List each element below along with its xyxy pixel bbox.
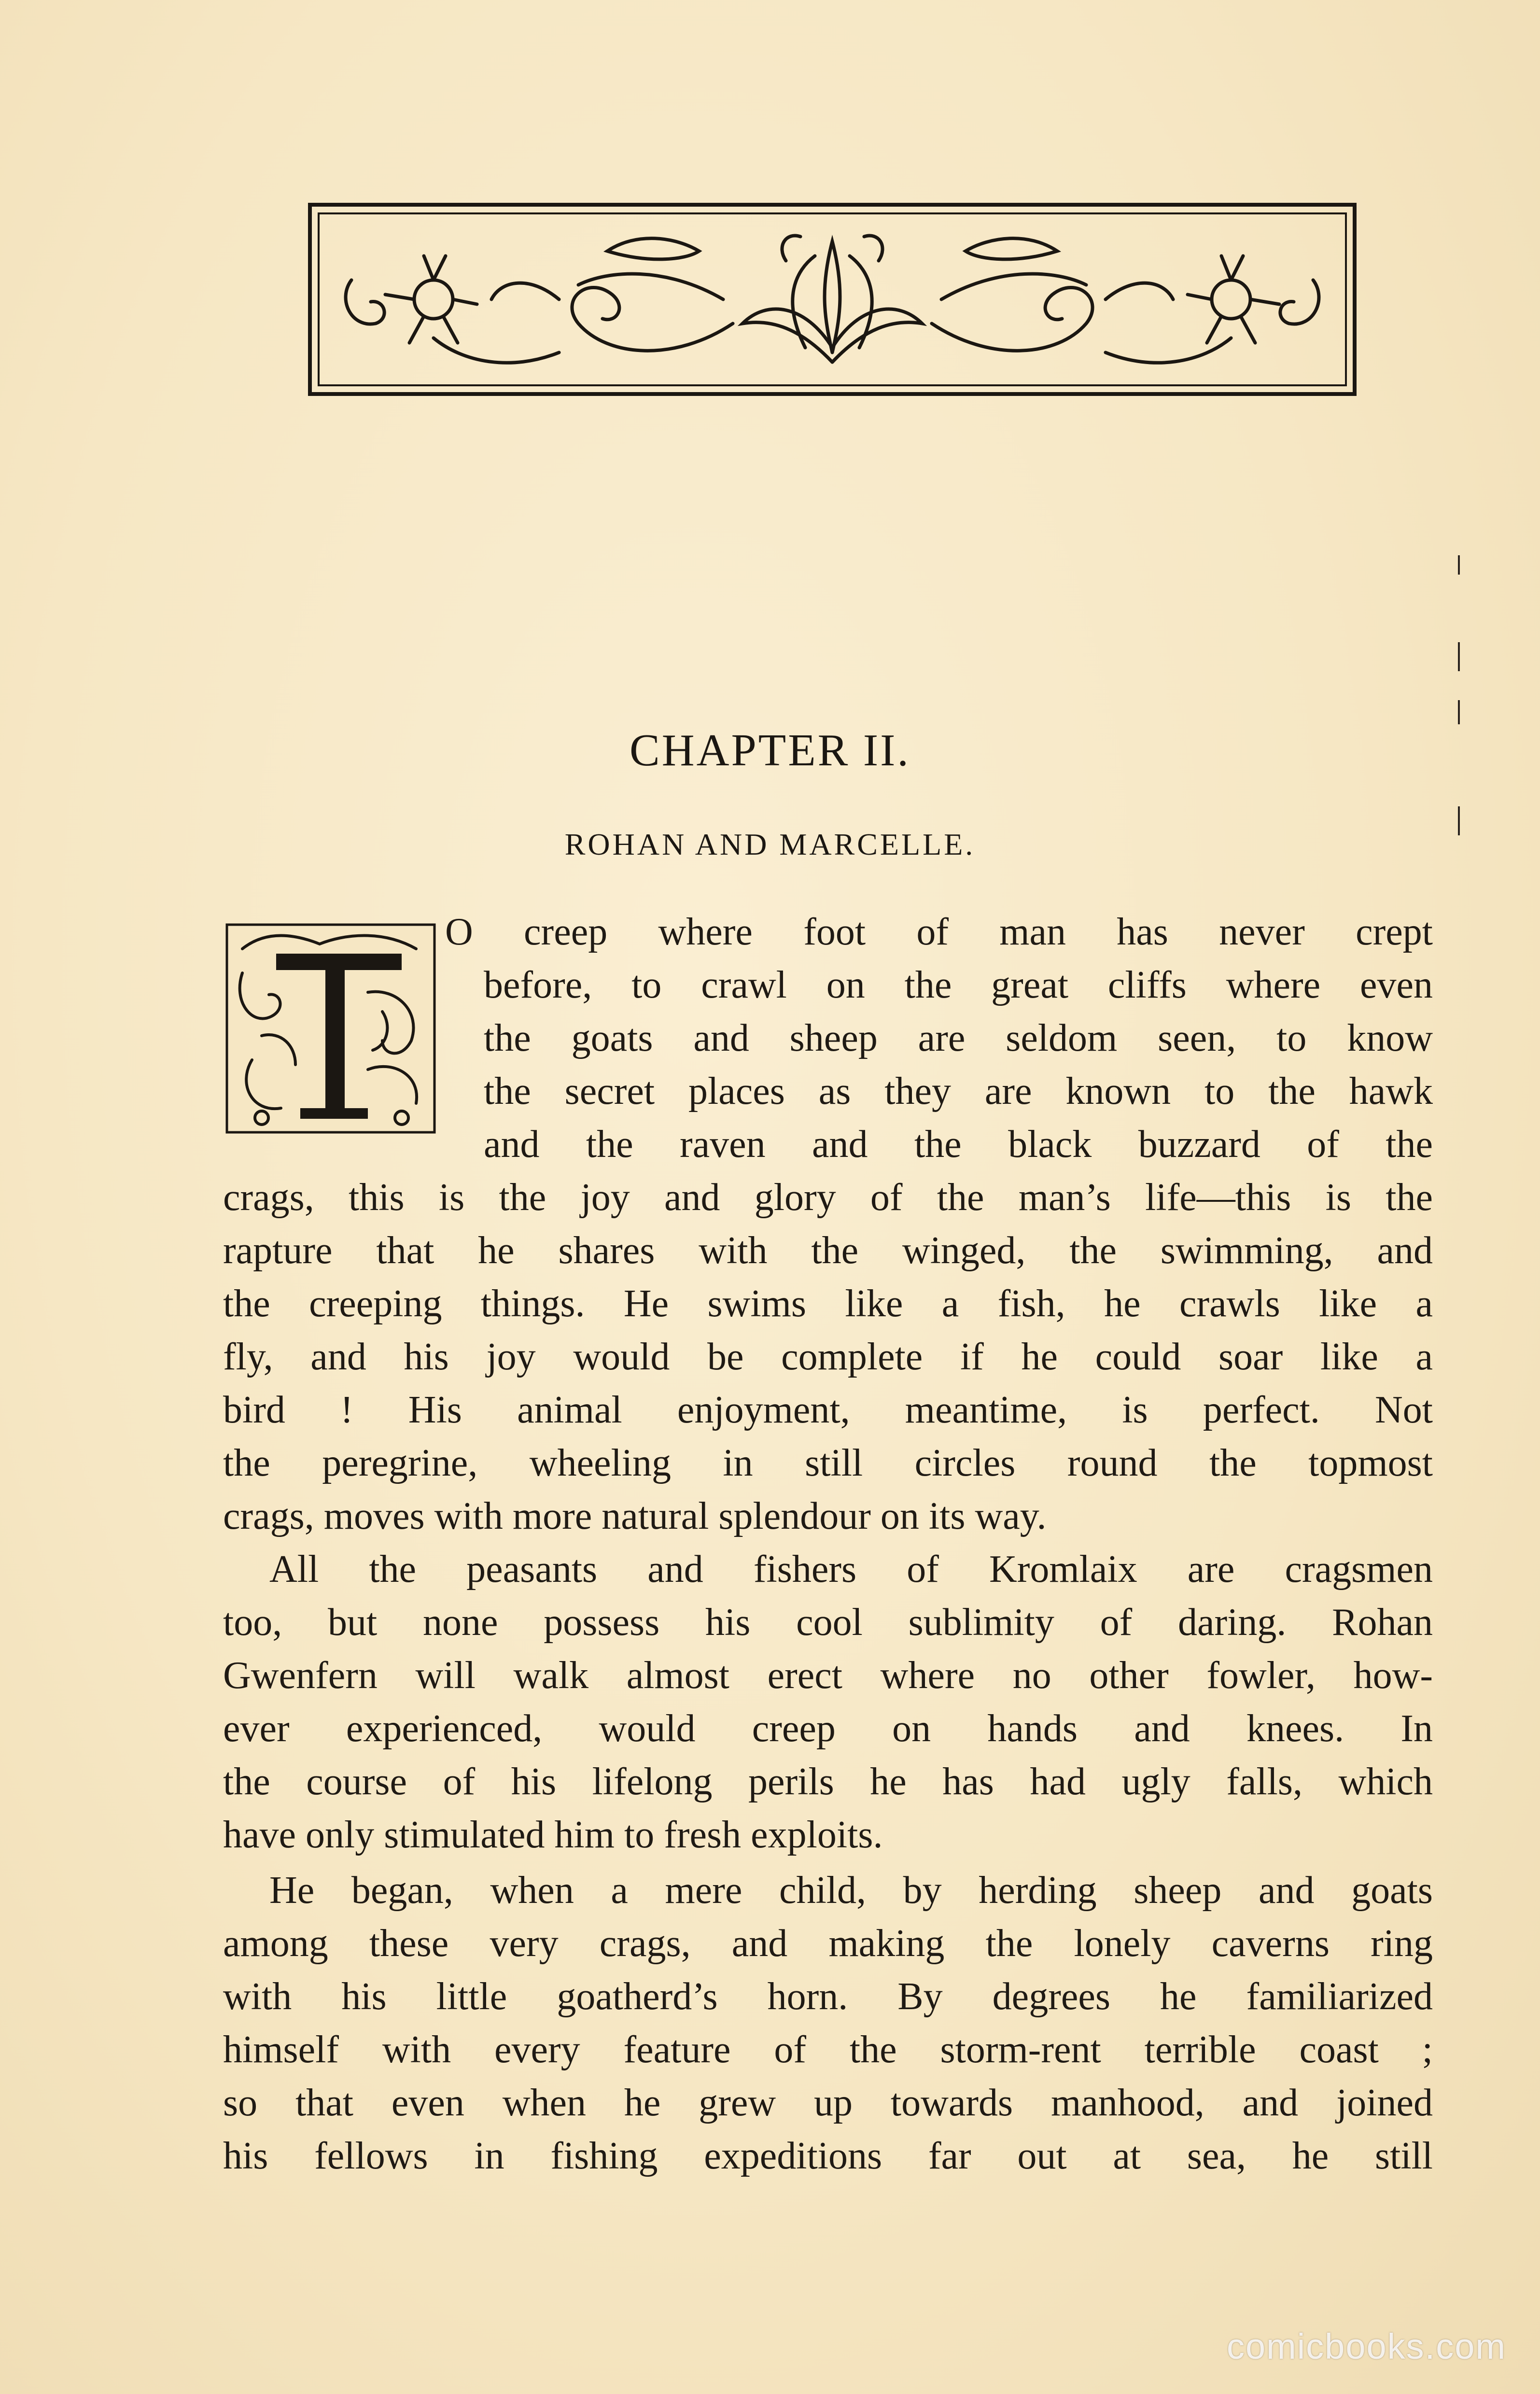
watermark: comicbooks.com [1226,2326,1506,2366]
text-line: among these very crags, and making the lonely caverns ring [223,1922,1433,1965]
text-line: ever experienced, would creep on hands and knees. In [223,1707,1433,1750]
headpiece-ornament-icon [308,203,1357,396]
text-line: have only stimulated him to fresh exploits. [223,1814,883,1856]
text-line: the goats and sheep are seldom seen, to know [484,1017,1433,1059]
text-line: his fellows in fishing expeditions far out at sea, he still [223,2135,1433,2177]
text-line: fly, and his joy would be complete if he could soar like a [223,1336,1433,1378]
text-line: the secret places as they are known to the hawk [484,1070,1433,1113]
chapter-heading: CHAPTER II. [630,725,910,775]
text-line: himself with every feature of the storm-rent terrible coast ; [223,2028,1433,2071]
drop-cap-letter: T [335,1069,336,1070]
text-line: the creeping things. He swims like a fish, he crawls like a [223,1282,1433,1325]
text-line: crags, moves with more natural splendour on its way. [223,1495,1047,1537]
text-line: the course of his lifelong perils he has had ugly falls, which [223,1760,1433,1803]
text-line: too, but none possess his cool sublimity of daring. Rohan [223,1601,1433,1644]
text-line: bird ! His animal enjoyment, meantime, is perfect. Not [223,1389,1433,1431]
text-line: so that even when he grew up towards manhood, and joined [223,2082,1433,2124]
text-line: the peregrine, wheeling in still circles round the topmost [223,1442,1433,1484]
text-line: before, to crawl on the great cliffs where even [484,964,1433,1006]
text-line: and the raven and the black buzzard of the [484,1123,1433,1166]
text-line: with his little goatherd’s horn. By degrees he familiarized [223,1975,1433,2018]
ornamental-headpiece [308,203,1357,396]
page-edge-marks [1458,555,1468,845]
text-line: He began, when a mere child, by herding sheep and goats [269,1869,1433,1912]
text-line: crags, this is the joy and glory of the man’s life—this is the [223,1176,1433,1219]
text-line: All the peasants and fishers of Kromlaix are cragsmen [269,1548,1433,1591]
text-line: rapture that he shares with the winged, the swimming, and [223,1229,1433,1272]
drop-cap-ornament-icon [223,915,445,1137]
drop-cap [223,915,445,1137]
text-line: Gwenfern will walk almost erect where no other fowler, how- [223,1654,1433,1697]
text-line: O creep where foot of man has never crept [445,911,1433,953]
chapter-subheading: ROHAN AND MARCELLE. [564,827,976,861]
